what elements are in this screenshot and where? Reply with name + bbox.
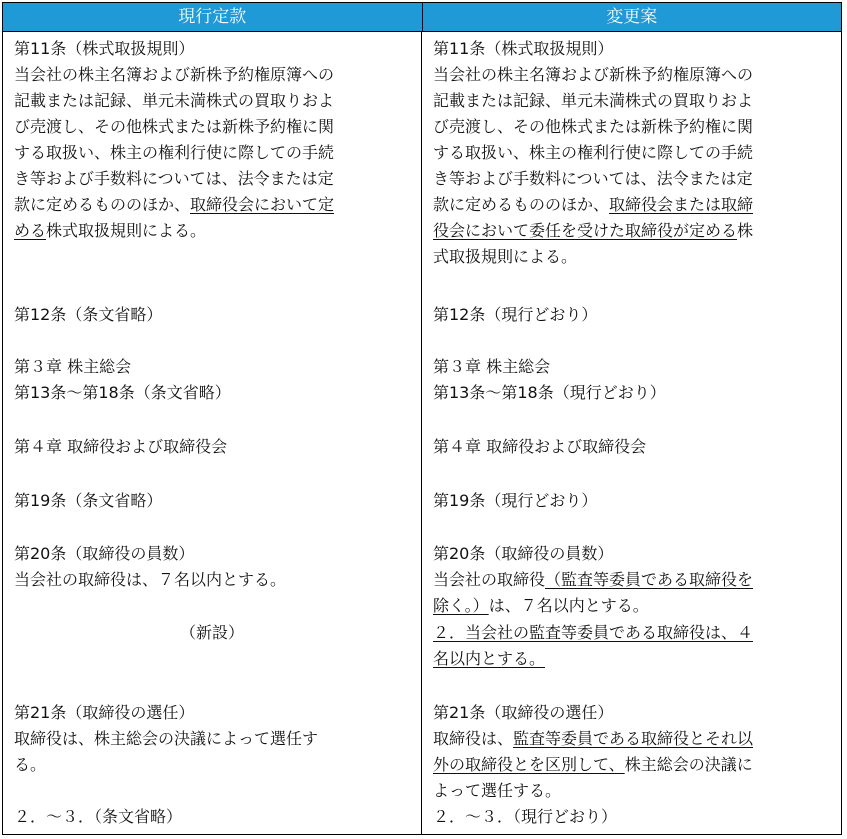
chapter-3-heading: 第３章 株主総会: [14, 357, 132, 376]
article-11-line: 款に定めるもののほか、取締役会または取締: [433, 195, 754, 214]
article-11-line: する取扱い、株主の権利行使に際しての手続: [433, 143, 754, 162]
amendment-table: [2, 2, 842, 835]
articles-13-18: 第13条～第18条（現行どおり）: [433, 383, 666, 402]
article-20-paragraph-2: ２．当会社の監査等委員である取締役は、４: [433, 623, 754, 642]
chapter-4-heading: 第４章 取締役および取締役会: [433, 437, 647, 456]
article-21-paragraphs: ２．～３．（現行どおり）: [433, 807, 618, 826]
chapter-3-heading: 第３章 株主総会: [433, 357, 551, 376]
article-20-title: 第20条（取締役の員数）: [433, 544, 614, 563]
article-21-title: 第21条（取締役の選任）: [14, 703, 195, 722]
article-19: 第19条（条文省略）: [14, 491, 163, 510]
article-11-line: き等および手数料については、法令または定: [14, 169, 334, 188]
article-21-line: 外の取締役とを区別して、株主総会の決議に: [433, 755, 753, 774]
header-proposed: 変更案: [606, 7, 658, 27]
article-21-line: 取締役は、監査等委員である取締役とそれ以: [433, 729, 754, 748]
article-12: 第12条（条文省略）: [14, 305, 163, 324]
article-20-line: 除く。）は、７名以内とする。: [433, 596, 649, 615]
article-11-line: び売渡し、その他株式または新株予約権に関: [14, 117, 335, 136]
article-11-line: 記載または記録、単元未満株式の買取りおよ: [433, 91, 754, 110]
article-11-line: 款に定めるもののほか、取締役会において定: [14, 195, 335, 214]
article-11-line: 式取扱規則による。: [433, 247, 578, 266]
article-19: 第19条（現行どおり）: [433, 491, 598, 510]
articles-13-18: 第13条～第18条（条文省略）: [14, 383, 231, 402]
article-21-paragraphs: ２．～３．（条文省略）: [14, 807, 183, 826]
article-11-line: 当会社の株主名簿および新株予約権原簿への: [433, 65, 754, 84]
new-provision-label: （新設）: [179, 623, 244, 642]
article-20-line: 当会社の取締役は、７名以内とする。: [14, 570, 287, 589]
article-11-line: する取扱い、株主の権利行使に際しての手続: [14, 143, 335, 162]
article-21-line: 取締役は、株主総会の決議によって選任す: [14, 729, 319, 748]
proposed-column: [422, 32, 841, 835]
article-20-line: 当会社の取締役（監査等委員である取締役を: [433, 570, 754, 589]
chapter-4-heading: 第４章 取締役および取締役会: [14, 437, 228, 456]
article-11-title: 第11条（株式取扱規則）: [433, 39, 614, 58]
article-11-line: 当会社の株主名簿および新株予約権原簿への: [14, 65, 335, 84]
article-21-line: る。: [14, 755, 47, 774]
table-header: [3, 3, 841, 32]
article-20-title: 第20条（取締役の員数）: [14, 544, 195, 563]
article-11-title: 第11条（株式取扱規則）: [14, 39, 195, 58]
article-11-line: き等および手数料については、法令または定: [433, 169, 753, 188]
article-11-line: める株式取扱規則による。: [14, 221, 207, 240]
article-11-line: び売渡し、その他株式または新株予約権に関: [433, 117, 754, 136]
article-12: 第12条（現行どおり）: [433, 305, 598, 324]
header-current: 現行定款: [3, 3, 423, 31]
article-11-line: 記載または記録、単元未満株式の買取りおよ: [14, 91, 335, 110]
article-11-line: 役会において委任を受けた取締役が定める株: [433, 221, 754, 240]
article-21-title: 第21条（取締役の選任）: [433, 703, 614, 722]
current-column: [3, 32, 422, 835]
article-20-paragraph-2: 名以内とする。: [433, 649, 546, 668]
article-21-line: よって選任する。: [433, 781, 562, 800]
